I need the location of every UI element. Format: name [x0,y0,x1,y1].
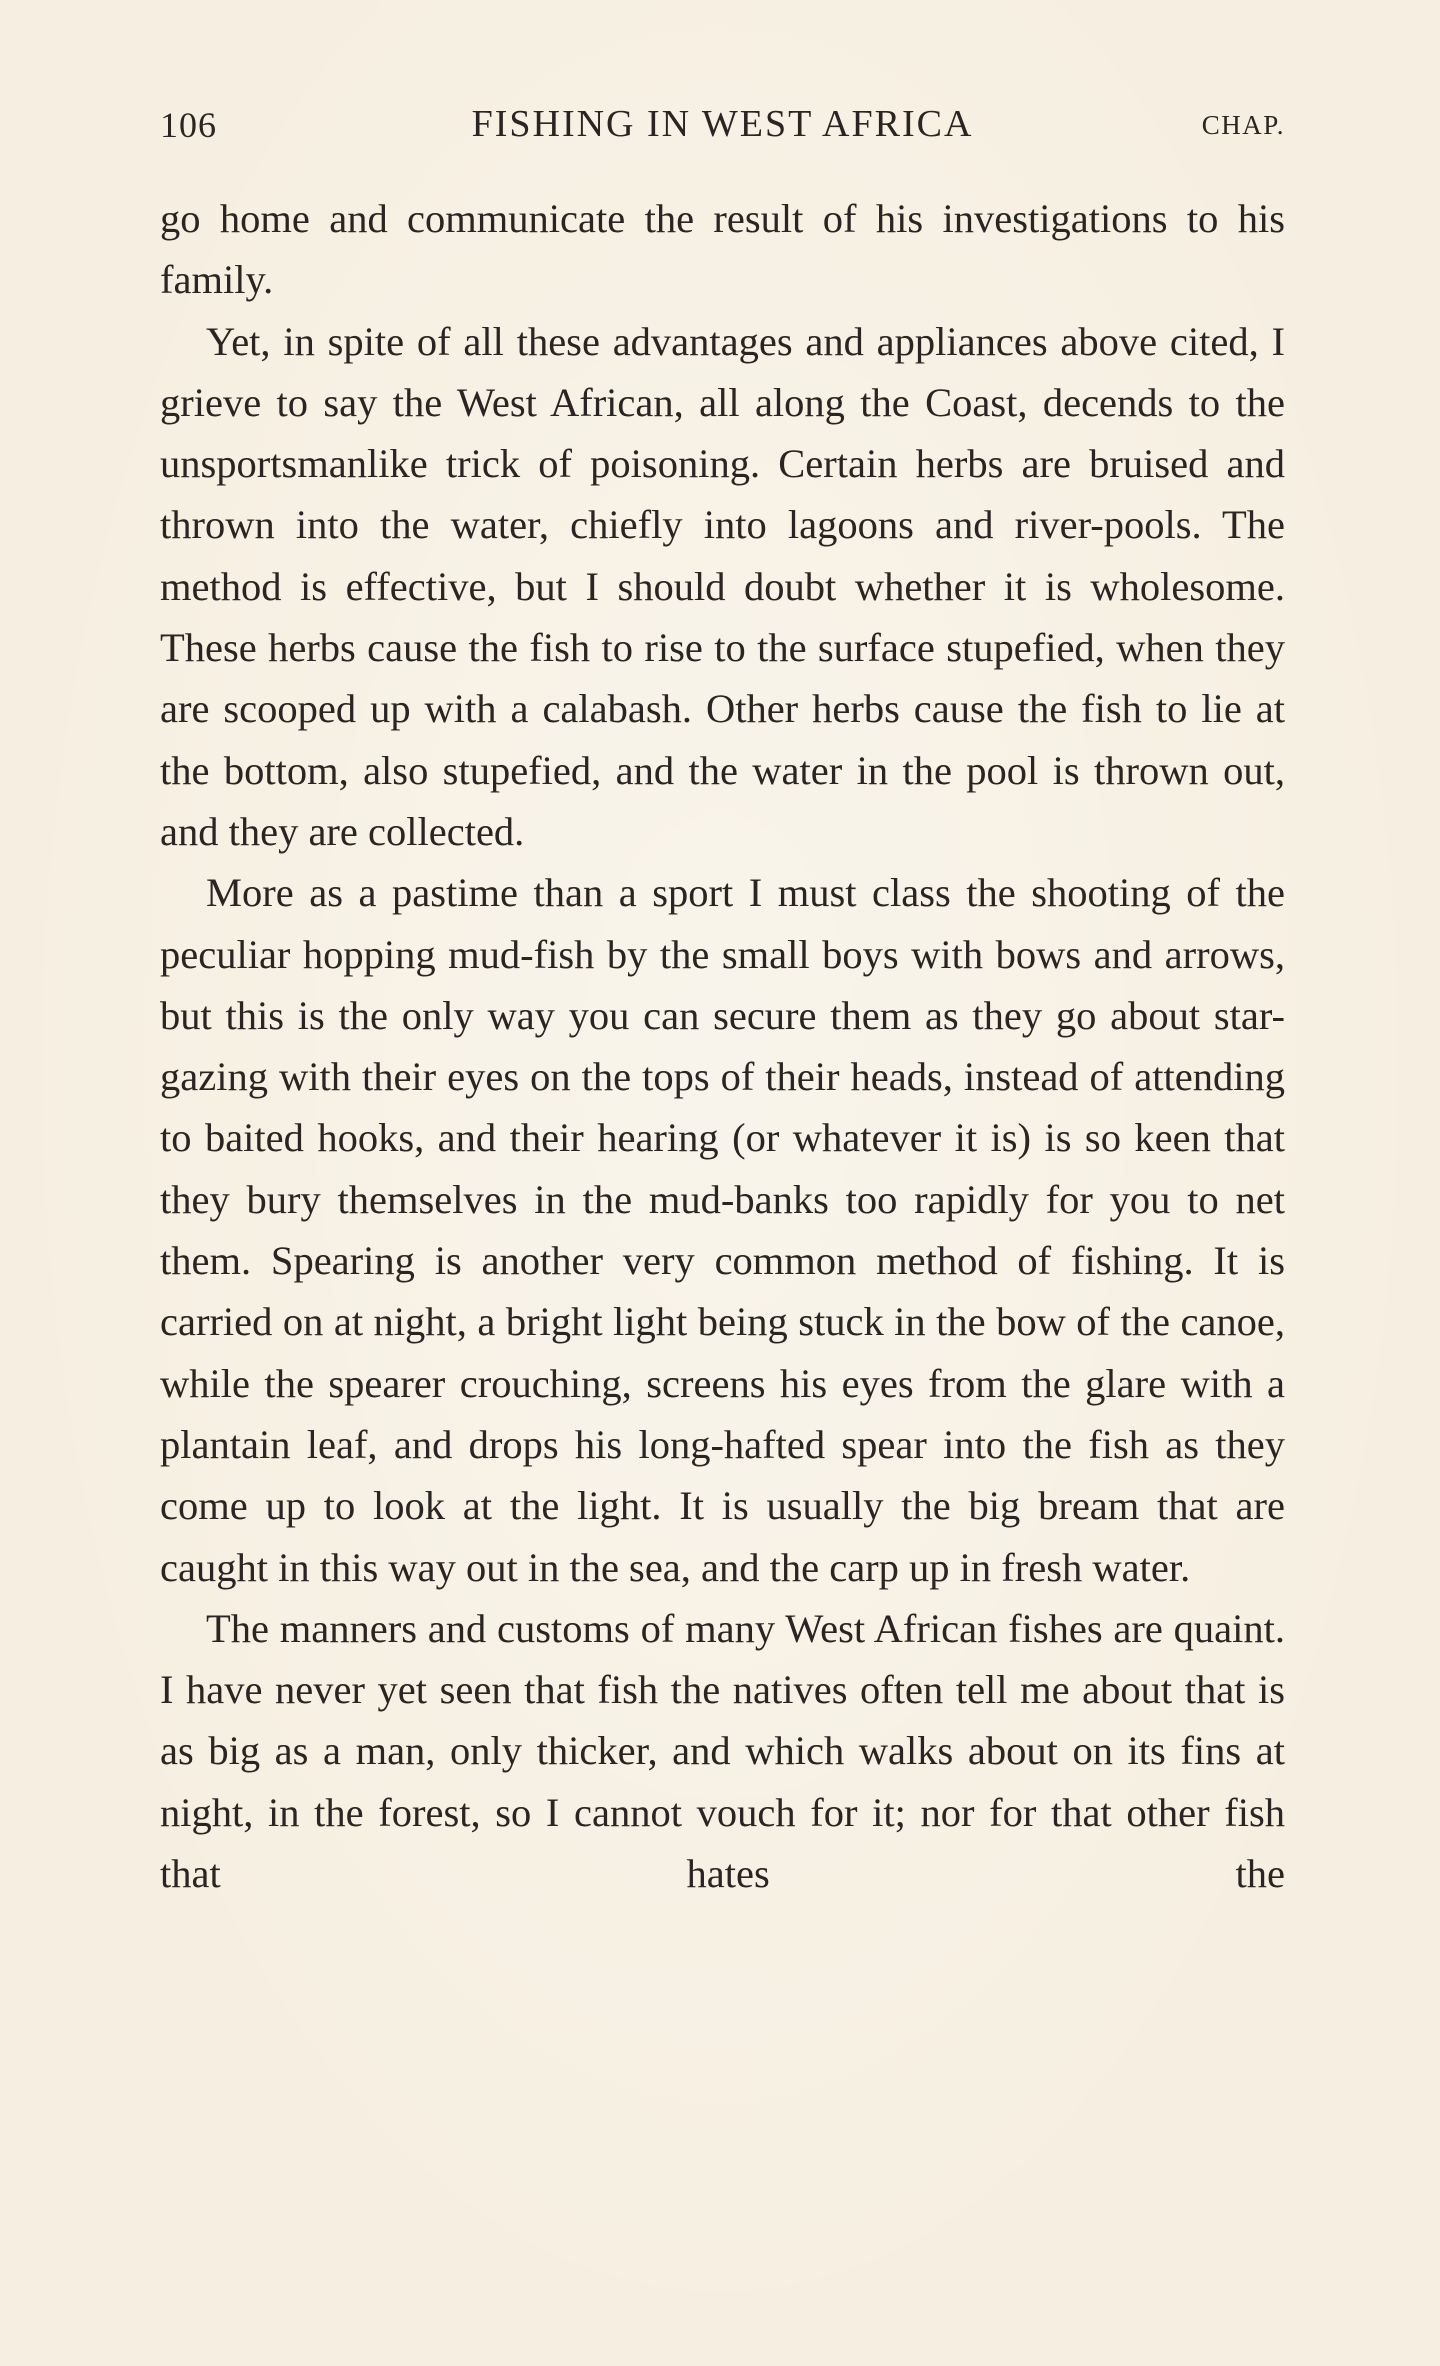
running-head [160,96,1285,156]
paragraph-mud-fish-spearing: More as a pastime than a sport I must class the shooting of the peculiar hopping mud-fish by the small boys with bows and arrows, but this is the only way you can secure them as they go about star-gazing with their eyes on the tops of their heads, instead of attending to baited hooks, and their hearing (or whatever it is) is so keen that they bury themselves in the mud-banks too rapidly for you to net them. Spearing is another very common method of fishing. It is carried on at night, a bright light being stuck in the bow of the canoe, while the spearer crouching, screens his eyes from the glare with a plantain leaf, and drops his long-hafted spear into the fish as they come up to look at the light. It is usually the big bream that are caught in this way out in the sea, and the carp up in fresh water. [160,870,1285,1590]
page-number: 106 [160,105,217,145]
body-text [160,188,1285,1904]
paragraph-poisoning: Yet, in spite of all these advantages and appliances above cited, I grieve to say the West African, all along the Coast, decends to the unsportsmanlike trick of poisoning. Certain herbs are bruised and thrown into the water, chiefly into lagoons and river-pools. The method is effective, but I should doubt whether it is wholesome. These herbs cause the fish to rise to the surface stupefied, when they are scooped up with a calabash. Other herbs cause the fish to lie at the bottom, also stupefied, and the water in the pool is thrown out, and they are collected. [160,318,1285,854]
paragraph-continuation: go home and communicate the result of his investigations to his family. [160,196,1285,303]
running-title: FISHING IN WEST AFRICA [471,103,974,145]
chapter-abbreviation: CHAP. [1201,110,1285,140]
paragraph-manners-customs: The manners and customs of many West African fishes are quaint. I have never yet seen that fish the natives often tell me about that is as big as a man, only thicker, and which walks about on its fins at night, in the forest, so I cannot vouch for it; nor for that other fish that hates the [160,1605,1285,1897]
